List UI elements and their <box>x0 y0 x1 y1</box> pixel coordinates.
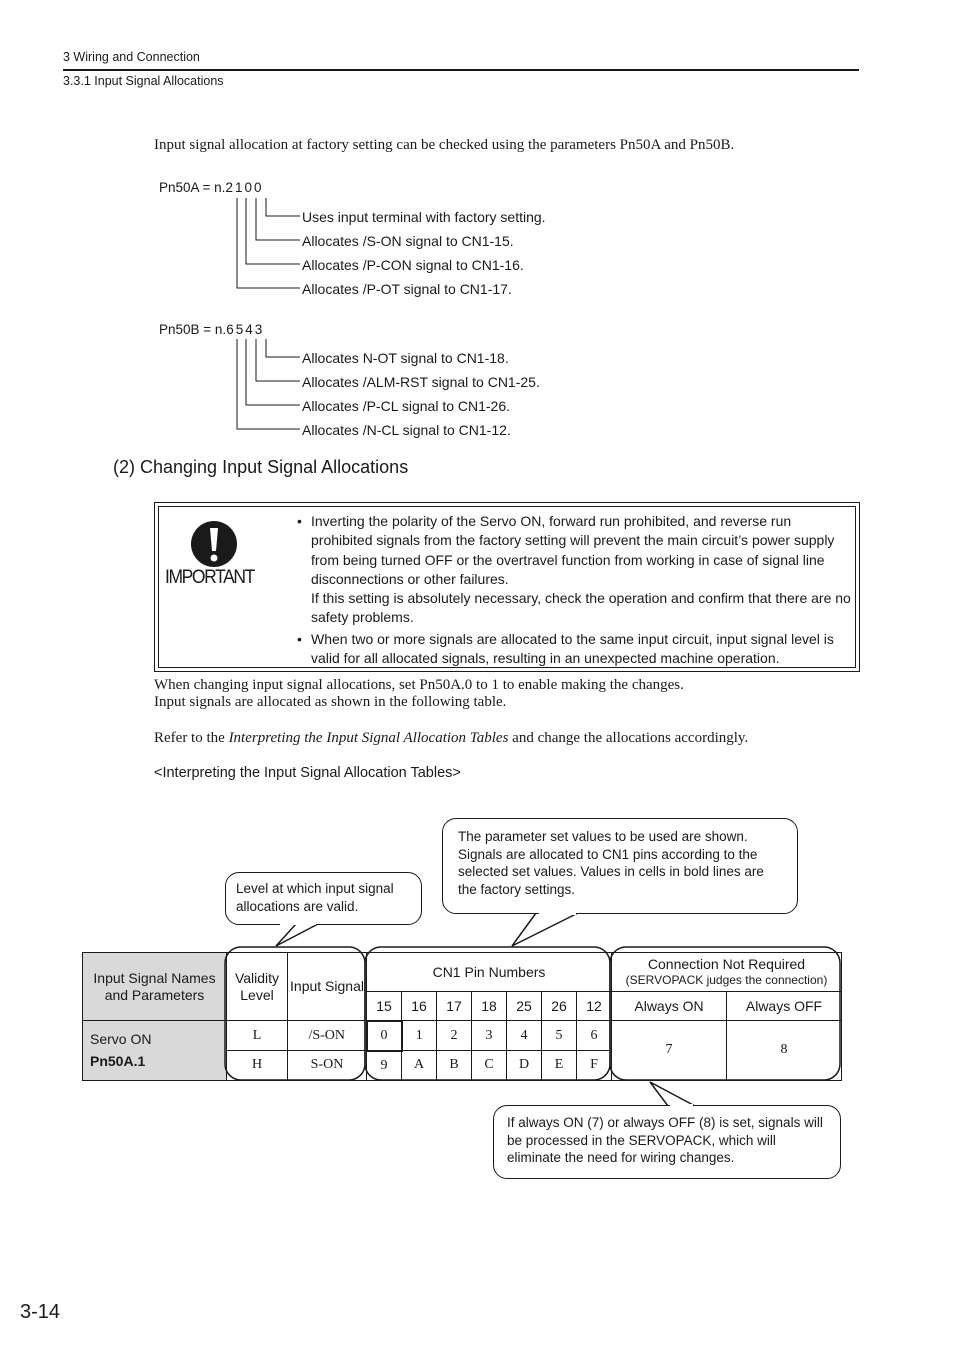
pn50a-digits: 2100 <box>225 180 264 195</box>
pin-12: 12 <box>577 992 612 1021</box>
pn50a-line-4: Allocates /P-OT signal to CN1-17. <box>302 281 512 297</box>
callout-parameter-values: The parameter set values to be used are shown. Signals are allocated to CN1 pins according to the selected set values. Values in cells in bold lines are the factory settings. <box>442 818 798 914</box>
body-paragraph-1b: Input signals are allocated as shown in the following table. <box>154 694 507 710</box>
value-cell-factory: 0 <box>367 1021 402 1051</box>
important-bullet-2: • When two or more signals are allocated to the same input circuit, input signal level is valid for all allocated signals, resulting in an unexpected machine operation. <box>297 630 855 669</box>
header-always-off: Always OFF <box>727 992 842 1021</box>
pointer-join <box>539 911 576 915</box>
pin-25: 25 <box>507 992 542 1021</box>
level-H: H <box>227 1051 288 1081</box>
value-cell: C <box>472 1051 507 1081</box>
body-paragraph-1a: When changing input signal allocations, set Pn50A.0 to 1 to enable making the changes. <box>154 677 684 693</box>
pn50b-line-3: Allocates /P-CL signal to CN1-26. <box>302 398 511 414</box>
pn50b-line-4: Allocates /N-CL signal to CN1-12. <box>302 422 511 438</box>
pin-26: 26 <box>542 992 577 1021</box>
header-cn1-pins: CN1 Pin Numbers <box>367 953 612 992</box>
header-signal-names: Input Signal Names and Parameters <box>83 953 227 1021</box>
pn50b-line-2: Allocates /ALM-RST signal to CN1-25. <box>302 374 540 390</box>
value-cell: E <box>542 1051 577 1081</box>
pointer-join <box>280 922 316 925</box>
callout-validity-level: Level at which input signal allocations are valid. <box>225 872 422 925</box>
header-always-on: Always ON <box>612 992 727 1021</box>
header-validity: Validity Level <box>227 953 288 1021</box>
value-cell: 3 <box>472 1021 507 1051</box>
section-header: 3.3.1 Input Signal Allocations <box>63 74 224 88</box>
pn50b-digits: 6543 <box>226 322 265 337</box>
value-cell: B <box>437 1051 472 1081</box>
level-L: L <box>227 1021 288 1051</box>
pin-18: 18 <box>472 992 507 1021</box>
intro-text: Input signal allocation at factory setting can be checked using the parameters Pn50A and Pn50B. <box>154 137 735 153</box>
body-paragraph-2: Refer to the Interpreting the Input Signal Allocation Tables and change the allocations accordingly. <box>154 730 749 746</box>
pn50a-label: Pn50A = n.2100 <box>159 180 264 195</box>
value-cell: 1 <box>402 1021 437 1051</box>
header-input-signal: Input Signal <box>288 953 367 1021</box>
value-cell: D <box>507 1051 542 1081</box>
value-cell: A <box>402 1051 437 1081</box>
important-bullet-1: • Inverting the polarity of the Servo ON, forward run prohibited, and reverse run prohibited signals from the factory setting will prevent the main circuit’s power supply from being turned OFF or the overtravel function from working in case of signal line disconnections or other failures. If this setting is absolutely necessary, check the operation and confirm that there are no safety problems. <box>297 512 855 628</box>
callout-always-on-off: If always ON (7) or always OFF (8) is set, signals will be processed in the SERVOPACK, which will eliminate the need for wiring changes. <box>493 1105 841 1179</box>
important-label: IMPORTANT <box>165 567 254 588</box>
pn50b-label: Pn50B = n.6543 <box>159 322 265 337</box>
section-title: (2) Changing Input Signal Allocations <box>113 457 409 477</box>
chapter-header: 3 Wiring and Connection <box>63 50 200 64</box>
pn50b-line-1: Allocates N-OT signal to CN1-18. <box>302 350 509 366</box>
pointer-join <box>670 1104 693 1108</box>
signal-s-on-inverted: /S-ON <box>288 1021 367 1051</box>
row-servo-on: Servo ON Pn50A.1 <box>83 1021 227 1081</box>
value-cell: 4 <box>507 1021 542 1051</box>
pn50a-line-1: Uses input terminal with factory setting. <box>302 209 546 225</box>
always-on-value: 7 <box>612 1021 727 1081</box>
pin-15: 15 <box>367 992 402 1021</box>
value-cell: 9 <box>367 1051 402 1081</box>
value-cell: 5 <box>542 1021 577 1051</box>
signal-s-on: S-ON <box>288 1051 367 1081</box>
pn50a-line-3: Allocates /P-CON signal to CN1-16. <box>302 257 524 273</box>
value-cell: 6 <box>577 1021 612 1051</box>
pn50a-line-2: Allocates /S-ON signal to CN1-15. <box>302 233 514 249</box>
value-cell: F <box>577 1051 612 1081</box>
pin-16: 16 <box>402 992 437 1021</box>
page-number: 3-14 <box>20 1301 61 1323</box>
table-subheading: <Interpreting the Input Signal Allocation Tables> <box>154 765 461 781</box>
pin-17: 17 <box>437 992 472 1021</box>
header-connection-not-required: Connection Not Required (SERVOPACK judges the connection) <box>612 953 842 992</box>
value-cell: 2 <box>437 1021 472 1051</box>
always-off-value: 8 <box>727 1021 842 1081</box>
